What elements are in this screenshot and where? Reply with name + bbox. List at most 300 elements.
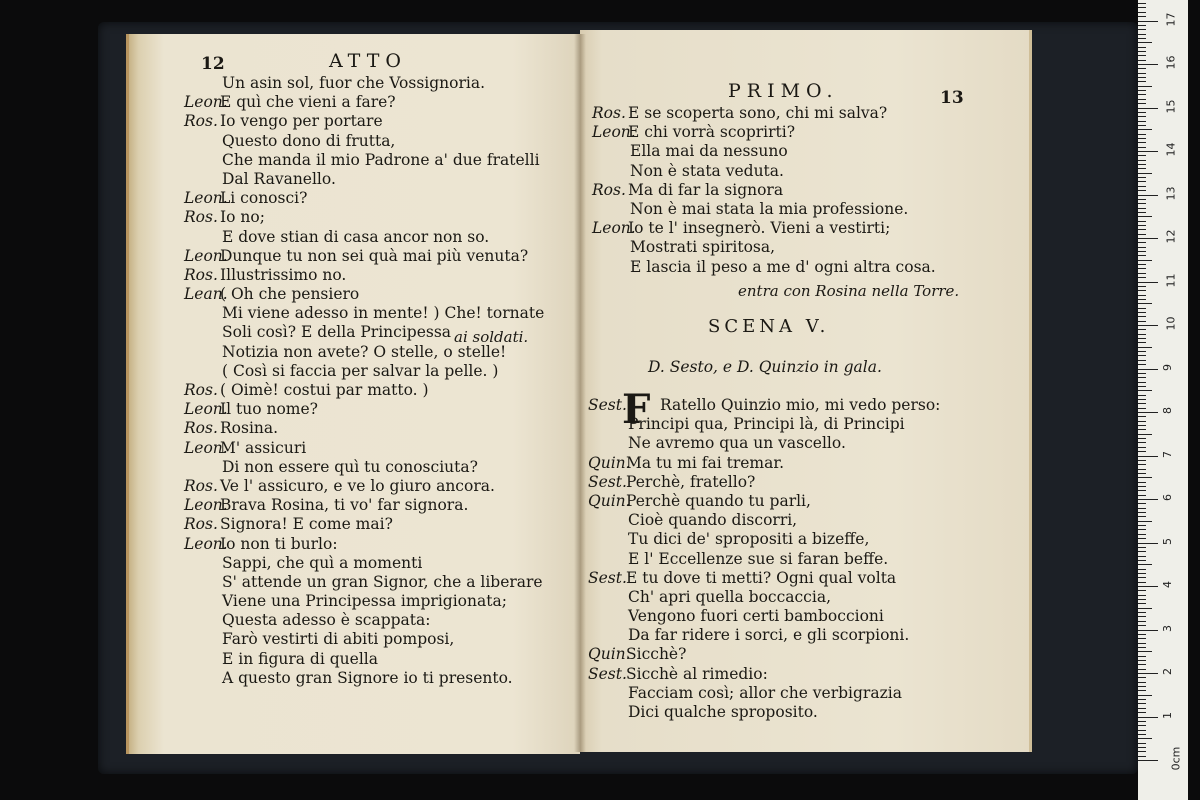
ruler-tick bbox=[1138, 703, 1146, 704]
ruler-tick bbox=[1138, 129, 1152, 130]
verse-line bbox=[184, 74, 574, 93]
speaker-label: Leon. bbox=[184, 534, 228, 553]
verse-text: Che manda il mio Padrone a' due fratelli bbox=[222, 150, 540, 169]
verse-text: Non è stata veduta. bbox=[630, 161, 784, 180]
verse-line bbox=[588, 415, 1028, 434]
verse-line bbox=[592, 181, 1022, 200]
ruler-tick bbox=[1138, 460, 1146, 461]
ruler-tick bbox=[1138, 416, 1146, 417]
speaker-label: Leon. bbox=[592, 219, 636, 238]
verse-text: M' assicuri bbox=[220, 438, 307, 457]
ruler-tick bbox=[1138, 321, 1146, 322]
ruler-tick bbox=[1138, 730, 1146, 731]
ruler-tick bbox=[1138, 512, 1146, 513]
ruler-number: 12 bbox=[1164, 229, 1178, 244]
ruler-number: 13 bbox=[1164, 186, 1178, 200]
verse-line bbox=[184, 650, 574, 669]
ruler-unit-label: 0cm bbox=[1169, 746, 1183, 771]
ruler-number: 17 bbox=[1164, 12, 1178, 26]
ruler-tick bbox=[1138, 99, 1146, 100]
verse-line bbox=[184, 535, 574, 554]
verse-text: E dove stian di casa ancor non so. bbox=[222, 227, 490, 246]
verse-text: Un asin sol, fuor che Vossignoria. bbox=[222, 74, 486, 92]
verse-line bbox=[184, 228, 574, 247]
ruler-tick bbox=[1138, 412, 1158, 413]
speaker-label: Leon. bbox=[184, 496, 228, 515]
ruler-tick bbox=[1138, 282, 1158, 283]
ruler-tick bbox=[1138, 338, 1146, 339]
verse-line bbox=[588, 684, 1028, 703]
verse-line bbox=[592, 123, 1022, 142]
verse-text: Dal Ravanello. bbox=[222, 169, 336, 188]
verse-line bbox=[592, 258, 1022, 277]
verse-line bbox=[588, 588, 1028, 607]
verse-text: Ve l' assicuro, e ve lo giuro ancora. bbox=[220, 476, 495, 495]
verse-line bbox=[588, 492, 1028, 511]
ruler-tick bbox=[1138, 125, 1146, 126]
ruler-tick bbox=[1138, 112, 1146, 113]
ruler-tick bbox=[1138, 456, 1158, 457]
ruler-tick bbox=[1138, 621, 1146, 622]
verse-line bbox=[588, 703, 1028, 722]
verse-text: Principi qua, Principi là, di Principi bbox=[628, 415, 905, 434]
speaker-label: Leon. bbox=[184, 246, 228, 265]
right-page bbox=[580, 30, 1032, 752]
ruler-tick bbox=[1138, 229, 1146, 230]
ruler-tick bbox=[1138, 199, 1146, 200]
running-head-left: ATTO bbox=[329, 50, 407, 72]
ruler-tick bbox=[1138, 234, 1146, 235]
ruler-tick bbox=[1138, 12, 1146, 13]
verse-line bbox=[588, 607, 1028, 626]
verse-line bbox=[588, 530, 1028, 549]
ruler-tick bbox=[1138, 429, 1146, 430]
verse-line bbox=[592, 200, 1022, 219]
ruler-tick bbox=[1138, 534, 1146, 535]
ruler-tick bbox=[1138, 556, 1146, 557]
ruler-tick bbox=[1138, 38, 1146, 39]
ruler-tick bbox=[1138, 473, 1146, 474]
ruler-tick bbox=[1138, 260, 1152, 261]
verse-line bbox=[184, 112, 574, 131]
verse-text: A questo gran Signore io ti presento. bbox=[222, 668, 513, 687]
verse-text: Ch' apri quella boccaccia, bbox=[628, 587, 831, 606]
ruler-tick bbox=[1138, 725, 1146, 726]
ruler-tick bbox=[1138, 564, 1152, 565]
exit-direction: entra con Rosina nella Torre. bbox=[738, 282, 960, 300]
speaker-label: Leon. bbox=[184, 400, 228, 419]
ruler-tick bbox=[1138, 425, 1146, 426]
ruler-tick bbox=[1138, 373, 1146, 374]
verse-line bbox=[588, 550, 1028, 569]
verse-text: Signora! E come mai? bbox=[220, 515, 393, 534]
verse-text: E se scoperta sono, chi mi salva? bbox=[628, 104, 888, 122]
ruler-number: 15 bbox=[1164, 99, 1178, 113]
verse-text: Dici qualche sproposito. bbox=[628, 703, 818, 721]
ruler-tick bbox=[1138, 208, 1146, 209]
ruler-tick bbox=[1138, 503, 1146, 504]
ruler-tick bbox=[1138, 634, 1146, 635]
verse-line bbox=[592, 162, 1022, 181]
ruler-tick bbox=[1138, 16, 1146, 17]
verse-text: Io no; bbox=[220, 208, 265, 227]
verse-line bbox=[184, 151, 574, 170]
stage-direction-inline: ai soldati. bbox=[454, 328, 529, 346]
verse-line bbox=[184, 515, 574, 534]
verse-line bbox=[592, 104, 1022, 123]
ruler-tick bbox=[1138, 386, 1146, 387]
verse-text: E chi vorrà scoprirti? bbox=[628, 123, 796, 142]
ruler-tick bbox=[1138, 525, 1146, 526]
ruler-tick bbox=[1138, 108, 1158, 109]
ruler-number: 9 bbox=[1161, 363, 1174, 371]
speaker-label: Ros. bbox=[184, 419, 218, 438]
left-verse-block bbox=[184, 74, 574, 688]
ruler-tick bbox=[1138, 682, 1146, 683]
ruler-tick bbox=[1138, 547, 1146, 548]
verse-text: Questo dono di frutta, bbox=[222, 131, 396, 150]
ruler-number: 5 bbox=[1161, 537, 1174, 545]
ruler-tick bbox=[1138, 47, 1146, 48]
verse-text: ( Oimè! costui par matto. ) bbox=[220, 381, 429, 399]
running-head-right: PRIMO. bbox=[728, 80, 839, 102]
verse-line bbox=[184, 477, 574, 496]
verse-line bbox=[592, 142, 1022, 161]
ruler-tick bbox=[1138, 747, 1146, 748]
ruler-tick bbox=[1138, 242, 1146, 243]
ruler-tick bbox=[1138, 195, 1158, 196]
verse-line bbox=[184, 496, 574, 515]
ruler-tick bbox=[1138, 434, 1152, 435]
ruler-tick bbox=[1138, 521, 1152, 522]
verse-line bbox=[588, 511, 1028, 530]
ruler-tick bbox=[1138, 390, 1152, 391]
verse-text: Mostrati spiritosa, bbox=[630, 238, 776, 257]
verse-line bbox=[184, 132, 574, 151]
ruler-tick bbox=[1138, 686, 1146, 687]
cast-line: D. Sesto, e D. Quinzio in gala. bbox=[648, 358, 882, 376]
verse-line bbox=[588, 665, 1028, 684]
verse-line bbox=[588, 569, 1028, 588]
verse-line bbox=[184, 285, 574, 304]
ruler-tick bbox=[1138, 347, 1152, 348]
verse-text: Dunque tu non sei quà mai più venuta? bbox=[220, 246, 529, 265]
ruler-tick bbox=[1138, 290, 1146, 291]
verse-line bbox=[184, 592, 574, 611]
ruler-tick bbox=[1138, 268, 1146, 269]
ruler-tick bbox=[1138, 603, 1146, 604]
verse-line bbox=[588, 454, 1028, 473]
verse-line bbox=[184, 189, 574, 208]
ruler-tick bbox=[1138, 190, 1146, 191]
ruler-tick bbox=[1138, 486, 1146, 487]
ruler-tick bbox=[1138, 81, 1146, 82]
ruler-tick bbox=[1138, 647, 1146, 648]
verse-text: Tu dici de' spropositi a bizeffe, bbox=[628, 530, 870, 549]
ruler-tick bbox=[1138, 695, 1152, 696]
ruler-tick bbox=[1138, 77, 1146, 78]
ruler-tick bbox=[1138, 625, 1146, 626]
verse-text: Cioè quando discorri, bbox=[628, 511, 798, 530]
ruler-tick bbox=[1138, 677, 1146, 678]
ruler-tick bbox=[1138, 364, 1146, 365]
verse-line bbox=[184, 93, 574, 112]
ruler-tick bbox=[1138, 173, 1152, 174]
verse-text: ( Così si faccia per salvar la pelle. ) bbox=[222, 361, 499, 380]
ruler-tick bbox=[1138, 212, 1146, 213]
ruler-tick bbox=[1138, 7, 1146, 8]
verse-text: Ma tu mi fai tremar. bbox=[626, 453, 785, 472]
verse-line bbox=[588, 645, 1028, 664]
ruler-tick bbox=[1138, 608, 1152, 609]
ruler-tick bbox=[1138, 569, 1146, 570]
verse-text: E quì che vieni a fare? bbox=[220, 93, 396, 112]
ruler-tick bbox=[1138, 86, 1152, 87]
ruler-tick bbox=[1138, 516, 1146, 517]
verse-text: Viene una Principessa imprigionata; bbox=[222, 592, 507, 611]
ruler-tick bbox=[1138, 247, 1146, 248]
speaker-label: Quin. bbox=[588, 645, 631, 664]
ruler-tick bbox=[1138, 316, 1146, 317]
verse-text: Io te l' insegnerò. Vieni a vestirti; bbox=[628, 219, 891, 238]
ruler-tick bbox=[1138, 669, 1146, 670]
ruler-tick bbox=[1138, 142, 1146, 143]
ruler-tick bbox=[1138, 64, 1158, 65]
ruler-tick bbox=[1138, 299, 1146, 300]
ruler-tick bbox=[1138, 369, 1158, 370]
speaker-label: Lean. bbox=[184, 285, 228, 304]
verse-text: Farò vestirti di abiti pomposi, bbox=[222, 630, 455, 649]
verse-line bbox=[184, 247, 574, 266]
verse-line bbox=[184, 400, 574, 419]
ruler-tick bbox=[1138, 477, 1152, 478]
left-page bbox=[126, 34, 580, 754]
ruler-tick bbox=[1138, 495, 1146, 496]
ruler-tick bbox=[1138, 55, 1146, 56]
ruler-tick bbox=[1138, 690, 1146, 691]
ruler-tick bbox=[1138, 712, 1146, 713]
ruler-tick bbox=[1138, 673, 1158, 674]
ruler-tick bbox=[1138, 616, 1146, 617]
ruler-tick bbox=[1138, 438, 1146, 439]
verse-text: Rosina. bbox=[220, 419, 279, 438]
ruler-number: 16 bbox=[1164, 55, 1178, 70]
verse-text: Vengono fuori certi bamboccioni bbox=[628, 607, 884, 626]
verse-text: Io vengo per portare bbox=[220, 112, 383, 131]
verse-text: Mi viene adesso in mente! ) Che! tornate bbox=[222, 304, 545, 323]
speaker-label: Leon. bbox=[184, 189, 228, 208]
verse-line bbox=[184, 266, 574, 285]
ruler-tick bbox=[1138, 442, 1146, 443]
ruler-tick bbox=[1138, 21, 1158, 22]
ruler-tick bbox=[1138, 734, 1146, 735]
ruler-tick bbox=[1138, 277, 1146, 278]
ruler-tick bbox=[1138, 421, 1146, 422]
verse-text: Sicchè al rimedio: bbox=[626, 664, 768, 683]
ruler-tick bbox=[1138, 451, 1146, 452]
ruler-tick bbox=[1138, 643, 1146, 644]
verse-line bbox=[184, 419, 574, 438]
ruler-tick bbox=[1138, 312, 1146, 313]
ruler-tick bbox=[1138, 590, 1146, 591]
ruler-tick bbox=[1138, 351, 1146, 352]
ruler-tick bbox=[1138, 543, 1158, 544]
ruler-tick bbox=[1138, 756, 1146, 757]
ruler-tick bbox=[1138, 73, 1146, 74]
ruler-tick bbox=[1138, 225, 1146, 226]
ruler-tick bbox=[1138, 651, 1152, 652]
verse-text: Questa adesso è scappata: bbox=[222, 611, 431, 630]
right-verse-top bbox=[592, 104, 1022, 277]
ruler-tick bbox=[1138, 273, 1146, 274]
ruler-tick bbox=[1138, 238, 1158, 239]
ruler-tick bbox=[1138, 529, 1146, 530]
ruler-tick bbox=[1138, 664, 1146, 665]
ruler-tick bbox=[1138, 355, 1146, 356]
verse-line bbox=[588, 626, 1028, 645]
verse-text: E l' Eccellenze sue si faran beffe. bbox=[628, 549, 889, 568]
speaker-label: Leon. bbox=[184, 93, 228, 112]
verse-text: S' attende un gran Signor, che a liberare bbox=[222, 572, 543, 591]
ruler-tick bbox=[1138, 116, 1146, 117]
ruler-tick bbox=[1138, 582, 1146, 583]
verse-text: Perchè quando tu parli, bbox=[626, 491, 811, 510]
verse-text: Notizia non avete? O stelle, o stelle! bbox=[222, 342, 507, 361]
ruler-tick bbox=[1138, 399, 1146, 400]
ruler-tick bbox=[1138, 151, 1158, 152]
drop-cap: F bbox=[622, 386, 651, 433]
ruler-number: 10 bbox=[1164, 316, 1178, 331]
ruler-tick bbox=[1138, 342, 1146, 343]
ruler-tick bbox=[1138, 599, 1146, 600]
speaker-label: Sest. bbox=[588, 568, 627, 587]
ruler-tick bbox=[1138, 760, 1158, 761]
verse-text: Perchè, fratello? bbox=[626, 472, 756, 491]
ruler-tick bbox=[1138, 656, 1146, 657]
page-number-left: 12 bbox=[201, 54, 225, 74]
ruler-tick bbox=[1138, 334, 1146, 335]
ruler-tick bbox=[1138, 181, 1146, 182]
speaker-label: Ros. bbox=[184, 112, 218, 131]
ruler-number: 7 bbox=[1161, 450, 1174, 458]
ruler-tick bbox=[1138, 721, 1146, 722]
ruler-tick bbox=[1138, 203, 1146, 204]
verse-text: Sappi, che quì a momenti bbox=[222, 553, 423, 572]
verse-text: Ne avremo qua un vascello. bbox=[628, 434, 846, 453]
ruler-tick bbox=[1138, 42, 1152, 43]
speaker-label: Sest. bbox=[588, 472, 627, 491]
ruler-tick bbox=[1138, 255, 1146, 256]
right-verse-bottom bbox=[588, 396, 1028, 722]
ruler-tick bbox=[1138, 751, 1146, 752]
verse-text: E lascia il peso a me d' ogni altra cosa. bbox=[630, 257, 936, 276]
ruler-tick bbox=[1138, 138, 1146, 139]
verse-text: Il tuo nome? bbox=[220, 400, 318, 419]
verse-text: Ratello Quinzio mio, mi vedo perso: bbox=[660, 396, 941, 414]
ruler-number: 2 bbox=[1161, 668, 1174, 675]
book-gutter bbox=[574, 34, 586, 752]
speaker-label: Ros. bbox=[184, 515, 218, 534]
ruler-tick bbox=[1138, 743, 1146, 744]
ruler-tick bbox=[1138, 499, 1158, 500]
ruler-tick bbox=[1138, 34, 1146, 35]
ruler-tick bbox=[1138, 147, 1146, 148]
ruler-tick bbox=[1138, 134, 1146, 135]
verse-line bbox=[588, 396, 1028, 415]
speaker-label: Leon. bbox=[184, 438, 228, 457]
ruler-tick bbox=[1138, 612, 1146, 613]
ruler-tick bbox=[1138, 29, 1146, 30]
speaker-label: Sest. bbox=[588, 396, 627, 414]
ruler-tick bbox=[1138, 738, 1152, 739]
ruler-tick bbox=[1138, 121, 1146, 122]
verse-line bbox=[184, 170, 574, 189]
ruler-tick bbox=[1138, 25, 1146, 26]
ruler-tick bbox=[1138, 221, 1146, 222]
ruler-tick bbox=[1138, 329, 1146, 330]
ruler-tick bbox=[1138, 469, 1146, 470]
ruler-tick bbox=[1138, 90, 1146, 91]
ruler-tick bbox=[1138, 382, 1146, 383]
ruler-tick bbox=[1138, 482, 1146, 483]
ruler-number: 4 bbox=[1161, 581, 1174, 588]
verse-line bbox=[592, 219, 1022, 238]
ruler-tick bbox=[1138, 551, 1146, 552]
ruler-tick bbox=[1138, 717, 1158, 718]
ruler-tick bbox=[1138, 660, 1146, 661]
ruler-tick bbox=[1138, 160, 1146, 161]
ruler-tick bbox=[1138, 68, 1146, 69]
ruler-number: 1 bbox=[1161, 711, 1174, 719]
ruler-tick bbox=[1138, 595, 1146, 596]
scene-heading: SCENA V. bbox=[708, 316, 830, 337]
ruler-tick bbox=[1138, 168, 1146, 169]
verse-text: Facciam così; allor che verbigrazia bbox=[628, 683, 902, 702]
ruler-tick bbox=[1138, 103, 1146, 104]
ruler-tick bbox=[1138, 490, 1146, 491]
speaker-label: Leon. bbox=[592, 123, 636, 142]
ruler-tick bbox=[1138, 577, 1146, 578]
verse-line bbox=[184, 208, 574, 227]
verse-text: Sicchè? bbox=[626, 645, 687, 664]
ruler-tick bbox=[1138, 51, 1146, 52]
ruler-tick bbox=[1138, 447, 1146, 448]
ruler-tick bbox=[1138, 303, 1152, 304]
ruler-tick bbox=[1138, 251, 1146, 252]
ruler-number: 8 bbox=[1161, 407, 1174, 414]
ruler-tick bbox=[1138, 408, 1146, 409]
ruler-tick bbox=[1138, 699, 1146, 700]
ruler-tick bbox=[1138, 586, 1158, 587]
measuring-ruler bbox=[1138, 0, 1188, 800]
speaker-label: Ros. bbox=[184, 476, 218, 495]
verse-line bbox=[184, 439, 574, 458]
ruler-tick bbox=[1138, 464, 1146, 465]
ruler-tick bbox=[1138, 573, 1146, 574]
ruler-number: 6 bbox=[1161, 494, 1174, 501]
verse-line bbox=[588, 473, 1028, 492]
verse-text: Di non essere quì tu conosciuta? bbox=[222, 457, 478, 476]
ruler-tick bbox=[1138, 360, 1146, 361]
verse-line bbox=[184, 458, 574, 477]
ruler-tick bbox=[1138, 308, 1146, 309]
verse-line bbox=[184, 669, 574, 688]
verse-text: Li conosci? bbox=[220, 189, 308, 208]
verse-line bbox=[592, 238, 1022, 257]
verse-text: Brava Rosina, ti vo' far signora. bbox=[220, 496, 469, 515]
ruler-tick bbox=[1138, 94, 1146, 95]
verse-line bbox=[184, 573, 574, 592]
